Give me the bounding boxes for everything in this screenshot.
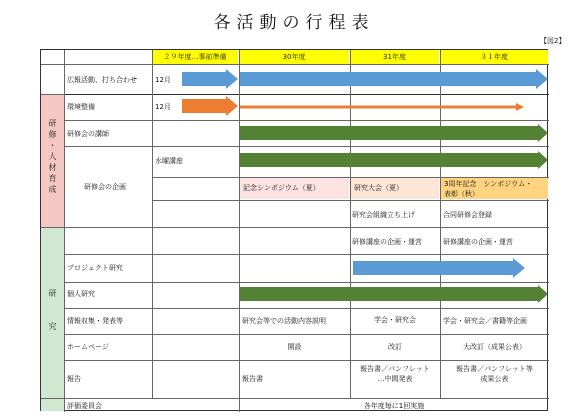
hp-31b: 大改訂（成果公表） [463,343,526,351]
anniversary-box [441,177,548,199]
item-report: 報告 [67,375,81,383]
training-category-label: 研 修 ・ 人 材 育 成 [48,119,57,194]
item-personal-research: 個人研究 [67,290,95,298]
anniversary-line-2: 表彰（秋） [444,190,479,198]
research-meeting-box [351,177,439,199]
lecturer-arrow [240,124,548,142]
project-arrow [353,258,525,278]
joint-registration: 合同研修会登録 [443,211,492,219]
info-30: 研究会等での活動内容説明 [242,317,326,325]
anniversary-line-1: 3周年記念 シンポジウム・ [444,180,533,188]
pr-arrow-main [240,69,548,89]
header-col-30: 30年度 [239,50,349,64]
plan-ops-31b: 研修講座の企画・運営 [443,238,513,246]
item-pr: 広報活動、打ち合わせ [67,76,137,84]
schedule-table [40,49,548,411]
env-arrow-prep [182,96,238,116]
research-meeting-text: 研究大会（夏） [354,184,403,192]
page-title: 各活動の行程表 [213,13,375,33]
report-31: 報告書／パンフレット …中間発表 [360,365,430,383]
research-category-label: 研 究 [48,289,57,331]
symposium-summer-box [240,177,349,199]
figure-label: 【図2】 [540,37,566,45]
symposium-summer-text: 記念シンポジウム（夏） [243,184,320,192]
report-30: 報告書 [242,375,263,383]
suiyo-arrow [240,151,548,169]
plan-ops-31: 研修講座の企画・運営 [352,238,422,246]
item-project-research: プロジェクト研究 [67,264,123,272]
item-info-gathering: 情報収集・発表等 [67,317,123,325]
pr-month: 12月 [155,76,171,84]
info-31: 学会・研究会 [374,316,416,324]
item-evaluation: 評価委員会 [67,402,102,410]
hp-30: 開設 [287,343,302,351]
evaluation-all: 各年度毎に1回実施 [363,402,425,410]
header-col-prep: ２９年度…事前準備 [152,50,238,64]
report-31b: 報告書／パンフレット等 成果公表 [456,365,533,383]
header-col-31: 31年度 [350,50,439,64]
info-31b: 学会・研究会／書籍等企画 [443,317,527,325]
hp-31: 改訂 [388,343,402,351]
personal-arrow [240,285,548,303]
item-environment: 環境整備 [67,103,95,111]
header-col-31b: ３１年度 [440,50,548,64]
suiyo-lecture: 水曜講座 [155,157,183,165]
org-setup: 研究会組織立ち上げ [352,211,415,219]
pr-arrow-prep [182,69,238,89]
env-thin-arrow [240,103,524,111]
item-lecturer: 研修会の講師 [67,130,109,138]
item-homepage: ホームページ [67,343,109,351]
env-month: 12月 [155,103,171,111]
item-workshop-planning: 研修会の企画 [84,183,126,191]
